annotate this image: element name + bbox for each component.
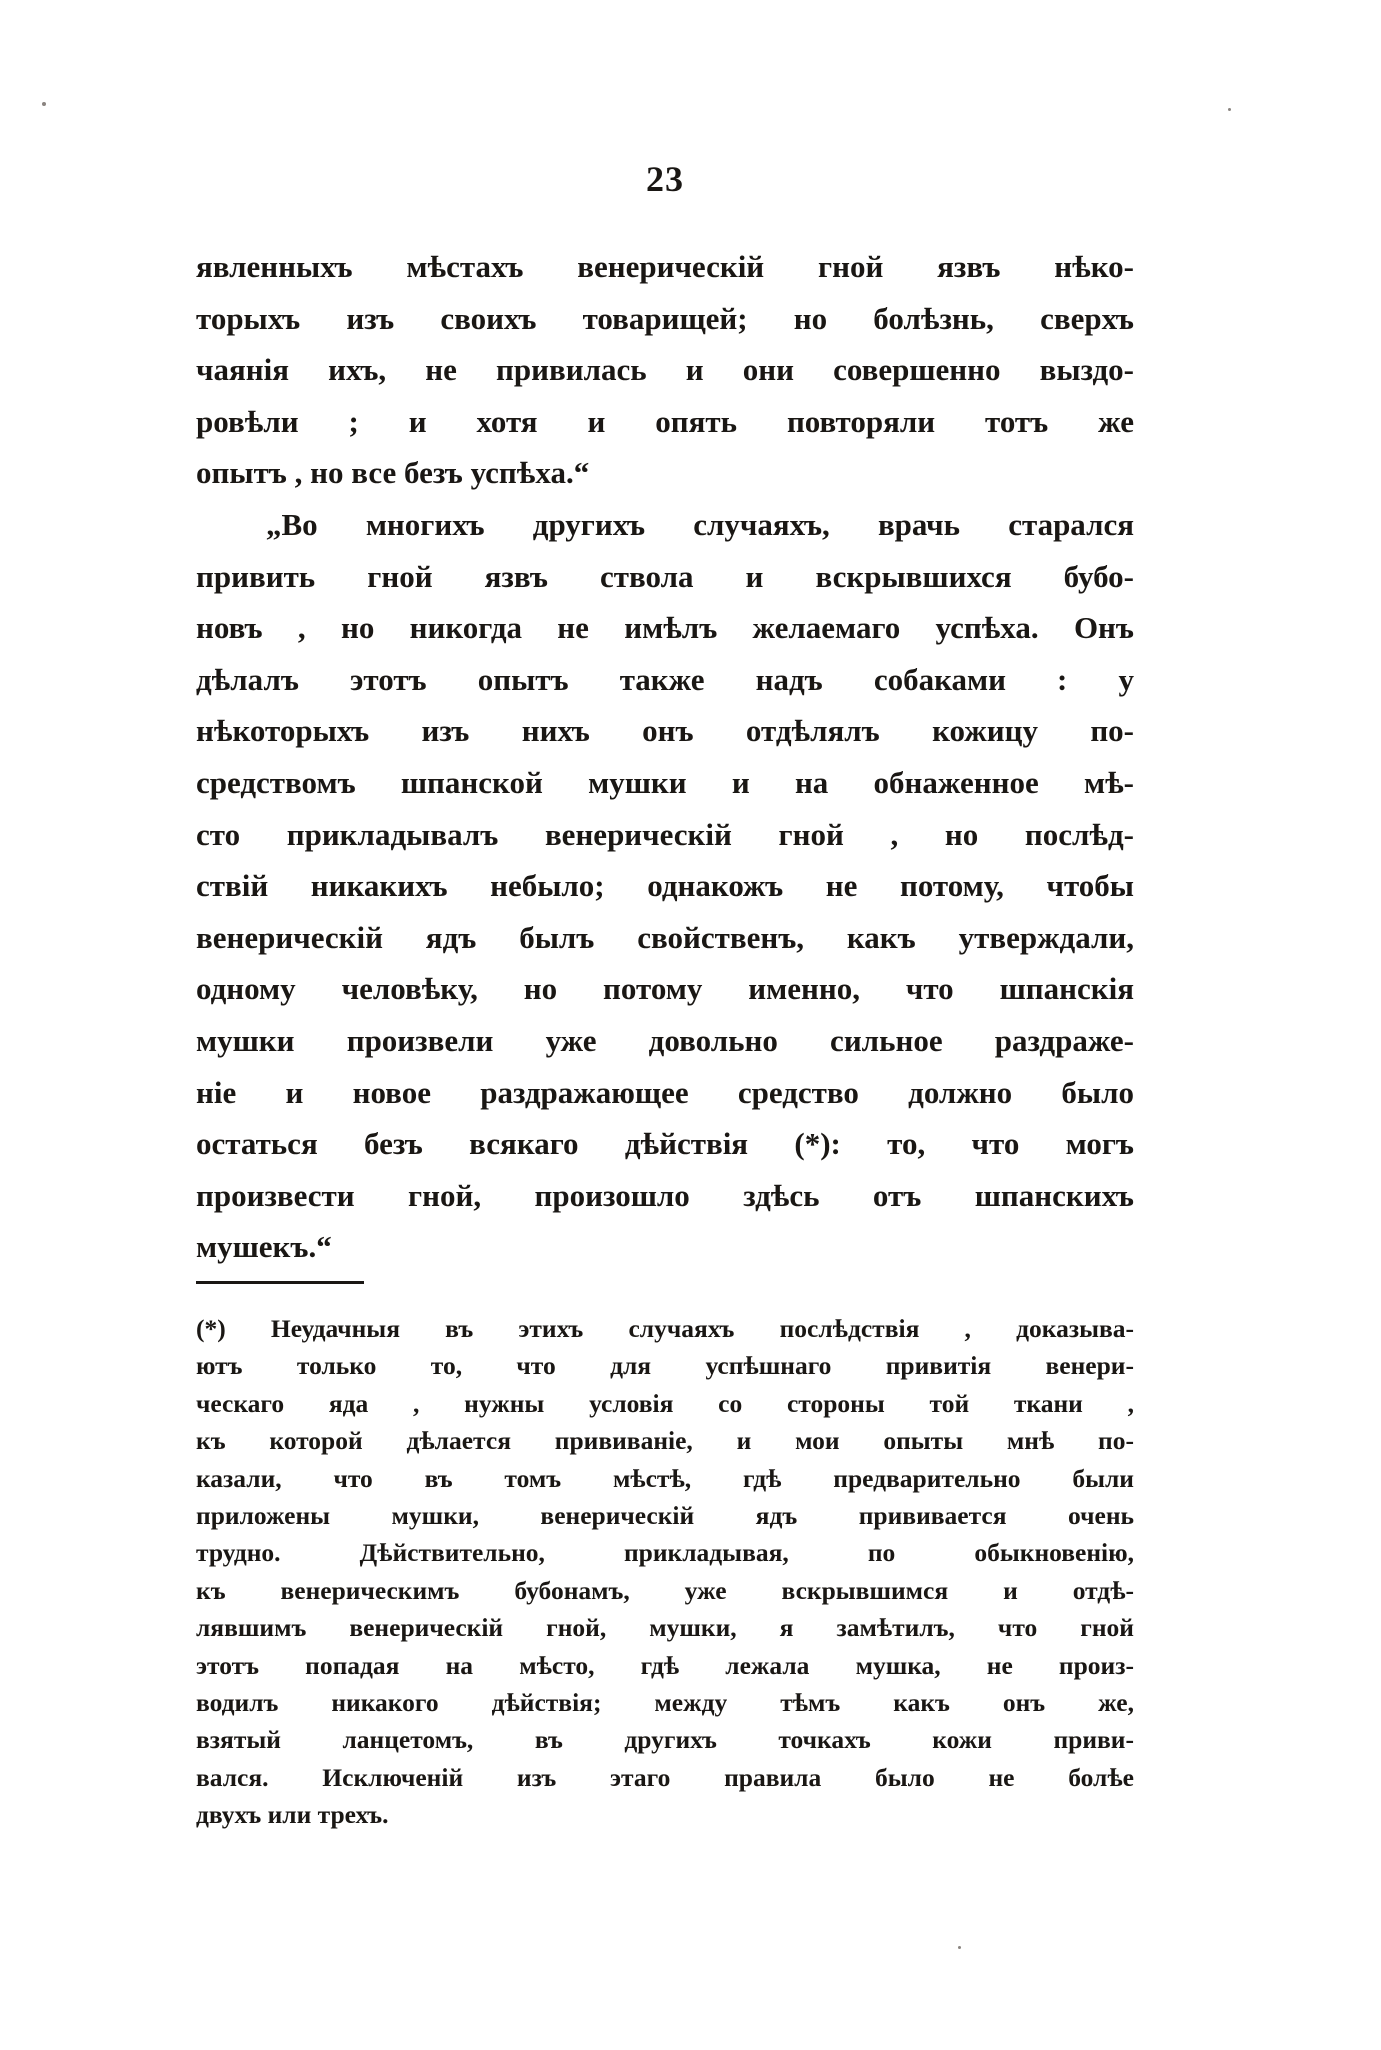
text-line: привить гной язвъ ствола и вскрывшихся бубо- <box>196 558 1134 594</box>
text-line: остаться безъ всякаго дѣйствія (*): то, что могъ <box>196 1126 1134 1162</box>
text-line: „Во многихъ другихъ случаяхъ, врачь старался <box>266 506 1134 542</box>
text-line: чаянія ихъ, не привилась и они совершенно выздо- <box>196 352 1134 388</box>
footnote-line: двухъ или трехъ. <box>196 1800 389 1830</box>
footnote-line: лявшимъ венерическій гной, мушки, я замѣтилъ, что гной <box>196 1613 1134 1643</box>
footnote-line: этотъ попадая на мѣсто, гдѣ лежала мушка, не произ- <box>196 1650 1134 1680</box>
text-line: явленныхъ мѣстахъ венерическій гной язвъ нѣко- <box>196 249 1134 284</box>
paper-speck <box>1228 108 1231 111</box>
footnote-line: ютъ только то, что для успѣшнаго привитія венери- <box>196 1351 1134 1381</box>
footnote-line: ческаго яда , нужны условія со стороны той ткани , <box>196 1388 1134 1418</box>
text-line: мушекъ.“ <box>196 1229 332 1265</box>
text-line: венерическій ядъ былъ свойственъ, какъ утверждали, <box>196 919 1134 955</box>
footnote-line: къ венерическимъ бубонамъ, уже вскрывшимся и отдѣ- <box>196 1575 1134 1605</box>
main-text <box>196 241 1134 1273</box>
text-line: сто прикладывалъ венерическій гной , но послѣд- <box>196 816 1134 852</box>
text-line: опытъ , но все безъ успѣха.“ <box>196 455 590 491</box>
text-line: нѣкоторыхъ изъ нихъ онъ отдѣлялъ кожицу по- <box>196 713 1134 749</box>
text-line: одному человѣку, но потому именно, что шпанскія <box>196 971 1134 1007</box>
footnote-separator <box>196 1281 364 1284</box>
text-line: ровѣли ; и хотя и опять повторяли тотъ же <box>196 403 1134 439</box>
footnote <box>196 1310 1134 1833</box>
text-line: новъ , но никогда не имѣлъ желаемаго успѣха. Онъ <box>196 610 1134 646</box>
text-line: ніе и новое раздражающее средство должно было <box>196 1074 1134 1110</box>
text-line: торыхъ изъ своихъ товарищей; но болѣзнь, сверхъ <box>196 300 1134 336</box>
footnote-line: водилъ никакого дѣйствія; между тѣмъ какъ онъ же, <box>196 1687 1134 1717</box>
text-line: дѣлалъ этотъ опытъ также надъ собаками : у <box>196 661 1134 697</box>
footnote-line: казали, что въ томъ мѣстѣ, гдѣ предварительно были <box>196 1463 1134 1493</box>
text-line: произвести гной, произошло здѣсь отъ шпанскихъ <box>196 1177 1134 1213</box>
footnote-line: взятый ланцетомъ, въ другихъ точкахъ кожи приви- <box>196 1725 1134 1755</box>
paper-speck <box>958 1946 961 1949</box>
footnote-line: (*) Неудачныя въ этихъ случаяхъ послѣдствія , доказыва- <box>196 1314 1134 1343</box>
text-line: средствомъ шпанской мушки и на обнаженное мѣ- <box>196 764 1134 800</box>
footnote-line: къ которой дѣлается прививаніе, и мои опыты мнѣ по- <box>196 1426 1134 1456</box>
footnote-line: приложены мушки, венерическій ядъ прививается очень <box>196 1500 1134 1530</box>
paragraph <box>196 241 1134 499</box>
page-number: 23 <box>646 159 684 199</box>
paragraph <box>196 499 1134 1273</box>
footnote-line: трудно. Дѣйствительно, прикладывая, по обыкновенію, <box>196 1538 1134 1568</box>
text-line: ствій никакихъ небыло; однакожъ не потому, чтобы <box>196 868 1134 904</box>
paper-speck <box>42 102 46 106</box>
footnote-line: вался. Исключеній изъ этаго правила было не болѣе <box>196 1762 1134 1792</box>
text-line: мушки произвели уже довольно сильное раздраже- <box>196 1022 1134 1058</box>
